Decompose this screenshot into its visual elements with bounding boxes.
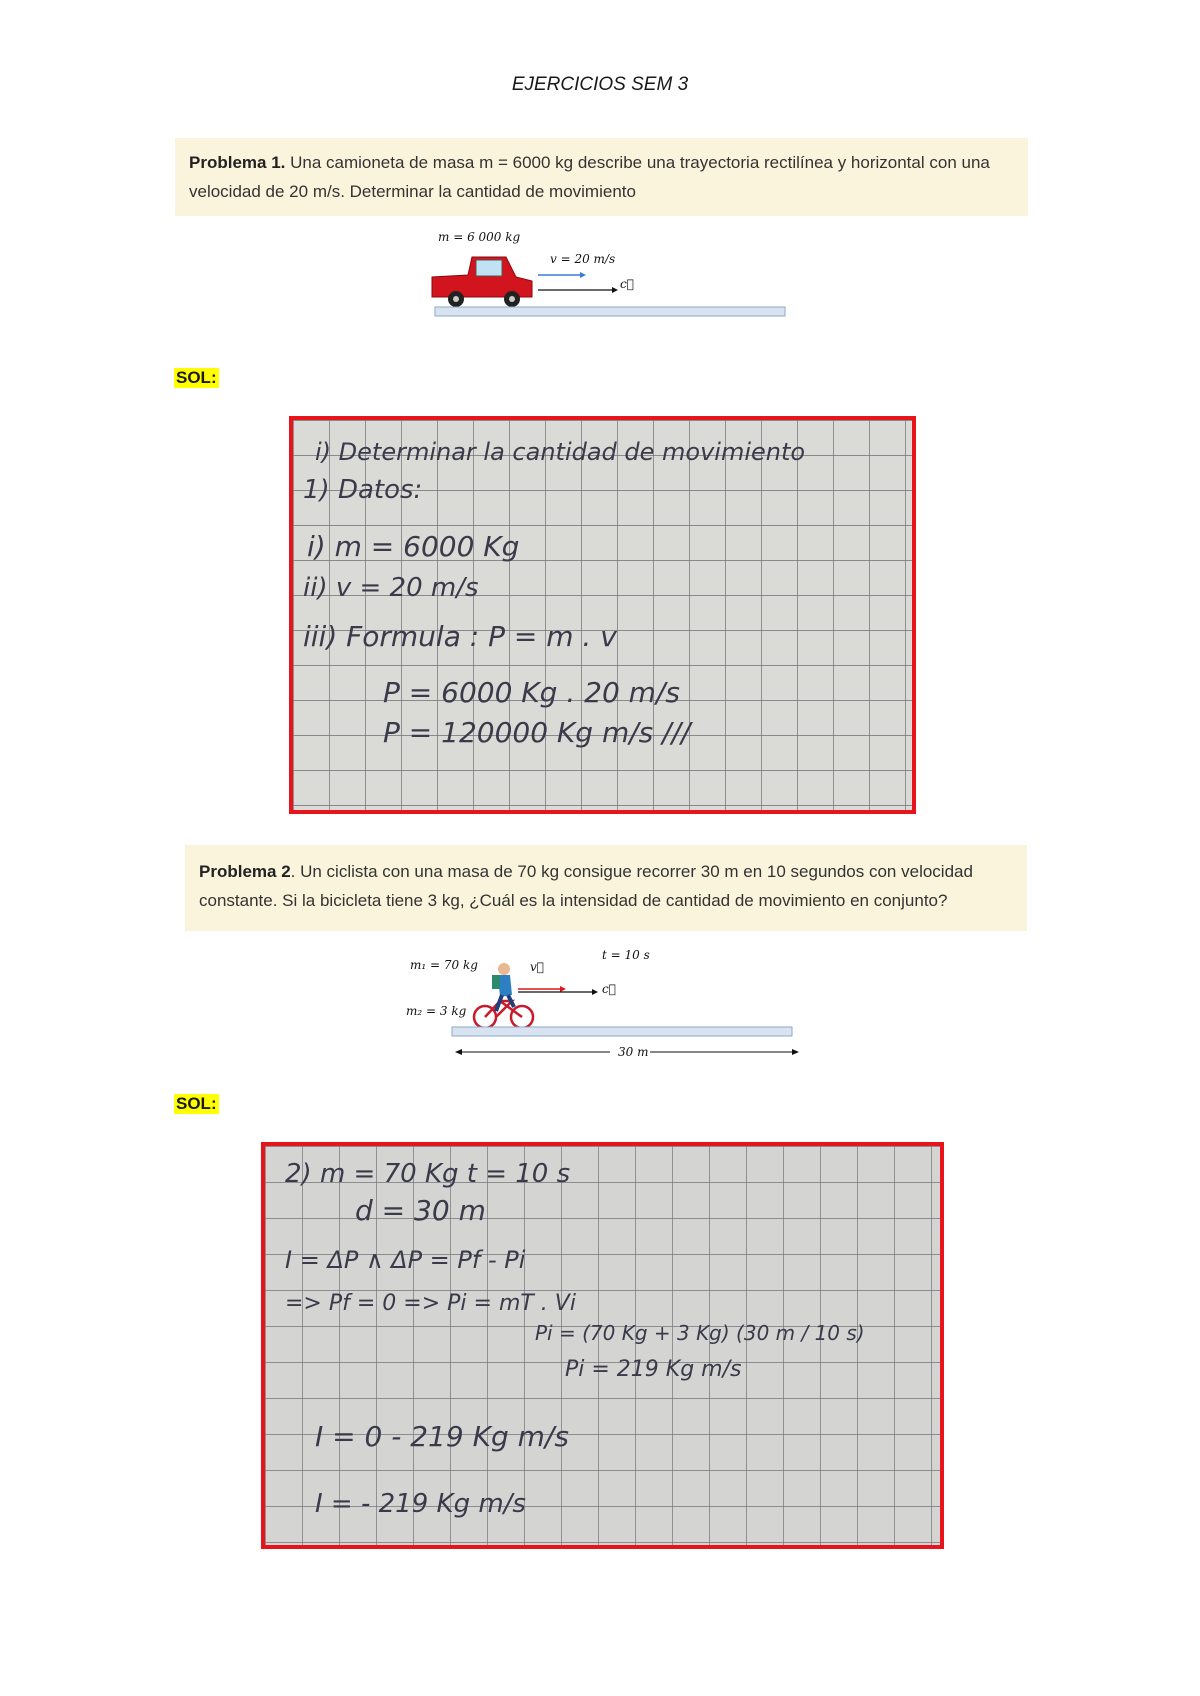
cyclist-icon (474, 963, 533, 1028)
solution-1-grid (293, 420, 912, 810)
truck-icon (432, 257, 532, 307)
sol2-line-2: d = 30 m (355, 1194, 486, 1227)
solution-1-photo (289, 416, 916, 814)
problem-2-box (185, 845, 1027, 931)
sol1-line-7: P = 120000 Kg m/s /// (383, 716, 691, 749)
cyclist-velocity-label: v⃗ (530, 960, 544, 974)
sol2-line-5: Pi = (70 Kg + 3 Kg) (30 m / 10 s) (535, 1321, 865, 1345)
problem-2-label: Problema 2 (199, 862, 291, 881)
sol1-line-6: P = 6000 Kg . 20 m/s (383, 676, 680, 709)
sol2-line-7: I = 0 - 219 Kg m/s (315, 1420, 569, 1453)
problem-1-text: Una camioneta de masa m = 6000 kg describe una trayectoria rectilínea y horizontal con una velocidad de 20 m/s. Determinar la cantidad de movimiento (189, 153, 990, 201)
cyclist-axis-label: c⃗ (602, 982, 616, 996)
truck-mass-label: m = 6 000 kg (438, 230, 521, 244)
sol2-line-8: I = - 219 Kg m/s (315, 1489, 526, 1519)
sol2-line-4: => Pf = 0 => Pi = mT . Vi (285, 1291, 576, 1316)
sol1-line-2: 1) Datos: (303, 475, 423, 505)
problem-2-text: . Un ciclista con una masa de 70 kg consigue recorrer 30 m en 10 segundos con velocidad constante. Si la bicicleta tiene 3 kg, ¿Cuál es la intensidad de cantidad de movimiento en conjunto? (199, 862, 973, 910)
cyclist-distance-label: 30 m (618, 1045, 649, 1059)
truck-diagram (420, 225, 800, 325)
cyclist-m1-label: m₁ = 70 kg (410, 958, 478, 972)
sol-label-1: SOL: (176, 368, 217, 387)
solution-2-photo (261, 1142, 944, 1549)
solution-2-grid (265, 1146, 940, 1545)
sol-label-2: SOL: (176, 1094, 217, 1113)
page-title: EJERCICIOS SEM 3 (511, 74, 689, 95)
sol1-line-1: i) Determinar la cantidad de movimiento (315, 438, 806, 466)
sol1-line-3: i) m = 6000 Kg (307, 530, 520, 563)
truck-velocity-label: v = 20 m/s (550, 252, 616, 266)
truck-axis-label: c⃗ (620, 277, 634, 291)
problem-1-box (175, 138, 1028, 216)
problem-1-label: Problema 1. (189, 153, 286, 172)
cyclist-time-label: t = 10 s (602, 948, 650, 962)
sol2-line-3: I = ΔP ∧ ΔP = Pf - Pi (285, 1246, 526, 1274)
sol2-line-6: Pi = 219 Kg m/s (565, 1357, 742, 1382)
sol2-line-1: 2) m = 70 Kg t = 10 s (285, 1159, 571, 1189)
sol1-line-4: ii) v = 20 m/s (303, 573, 479, 603)
cyclist-diagram (400, 945, 820, 1065)
cyclist-m2-label: m₂ = 3 kg (406, 1004, 467, 1018)
sol1-line-5: iii) Formula : P = m . v (303, 620, 617, 653)
